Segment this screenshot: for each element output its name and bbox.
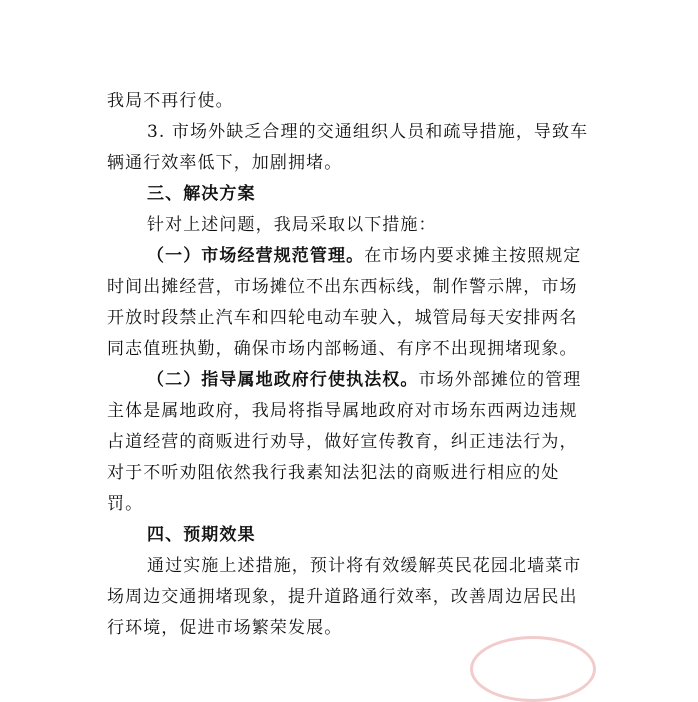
paragraph-line: 时间出摊经营，市场摊位不出东西标线，制作警示牌，市场 [107,277,578,297]
section-heading-solution: 三、解决方案 [147,184,256,204]
paragraph-line: 同志值班执勤，确保市场内部畅通、有序不出现拥堵现象。 [107,339,578,359]
paragraph-line: 占道经营的商贩进行劝导，做好宣传教育，纠正违法行为， [107,432,578,452]
paragraph-line [107,241,637,272]
paragraph-line: 开放时段禁止汽车和四轮电动车驶入，城管局每天安排两名 [107,308,578,328]
paragraph-line: 我局不再行使。 [107,91,234,111]
paragraph-text: 在市场内要求摊主按照规定 [364,246,582,266]
paragraph-line: 主体是属地政府，我局将指导属地政府对市场东西两边违规 [107,401,578,421]
paragraph-line: 通过实施上述措施，预计将有效缓解英民花园北墙菜市 [147,556,582,576]
paragraph-line [107,365,637,396]
paragraph-line: 行环境，促进市场繁荣发展。 [107,618,343,638]
official-seal-fragment [470,636,596,702]
list-item-3: 3. 市场外缺乏合理的交通组织人员和疏导措施，导致车 [147,122,589,142]
subsection-heading-2: （二）指导属地政府行使执法权。 [147,370,419,390]
paragraph-text: 市场外部摊位的管理 [418,370,582,390]
paragraph-line: 场周边交通拥堵现象，提升道路通行效率，改善周边居民出 [107,587,578,607]
subsection-heading-1: （一）市场经营规范管理。 [147,246,365,266]
paragraph-line: 罚。 [107,494,144,514]
paragraph-line: 对于不听劝阻依然我行我素知法犯法的商贩进行相应的处 [107,463,560,483]
paragraph-line: 辆通行效率低下，加剧拥堵。 [107,153,343,173]
section-heading-effect: 四、预期效果 [147,525,256,545]
paragraph-line: 针对上述问题，我局采取以下措施： [147,215,437,235]
